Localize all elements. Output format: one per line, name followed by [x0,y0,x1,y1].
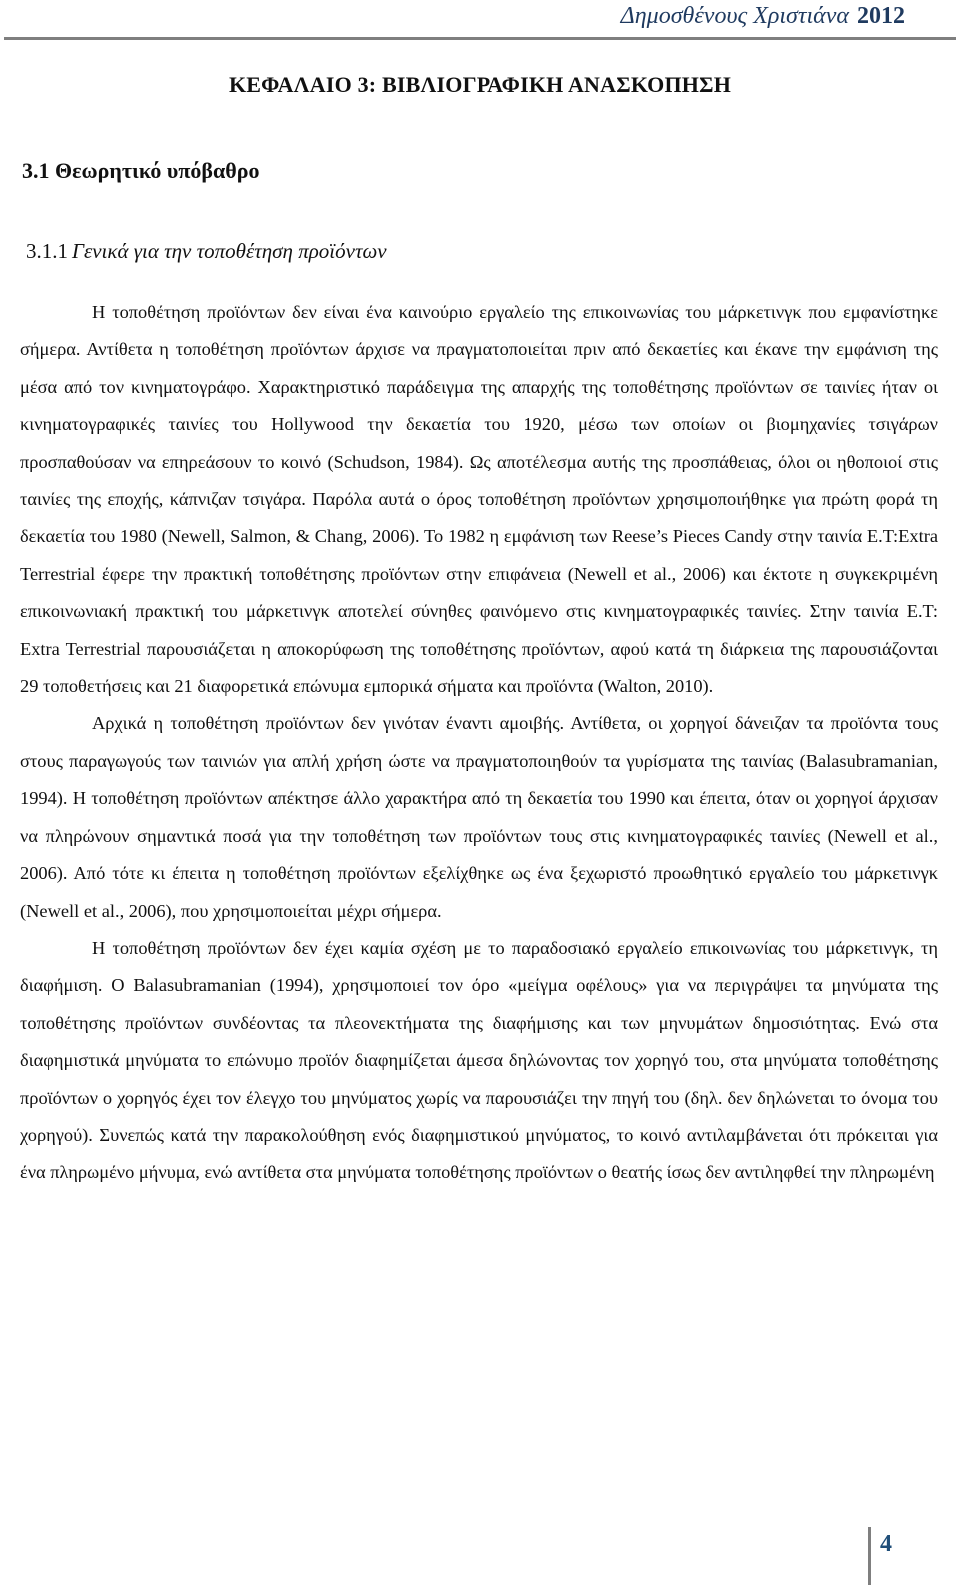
subsection-heading: Γενικά για την τοποθέτηση προϊόντων [72,239,387,263]
footer-divider [868,1527,871,1585]
header-author: Δημοσθένους Χριστιάνα [620,3,849,29]
page-header [0,0,960,44]
chapter-title: ΚΕΦΑΛΑΙΟ 3: ΒΙΒΛΙΟΓΡΑΦΙΚΗ ΑΝΑΣΚΟΠΗΣΗ [228,72,732,97]
header-year: 2012 [857,3,905,29]
header-text [621,3,905,30]
paragraph: Η τοποθέτηση προϊόντων δεν έχει καμία σχέση με το παραδοσιακό εργαλείο επικοινωνίας του μάρκετινγκ, τη διαφήμιση. Ο Balasubramanian (1994), χρησιμοποιεί τον όρο «μείγμα οφέλους» για να περιγράψει τα μηνύματα της τοποθέτησης προϊόντων συνδέοντας τα πλεονεκτήματα της διαφήμισης και των μηνυμάτων δημοσιότητας. Ενώ στα διαφημιστικά μηνύματα το επώνυμο προϊόν διαφημίζεται άμεσα δηλώνοντας τον χορηγό του, στα μηνύματα τοποθέτησης προϊόντων ο χορηγός έχει τον έλεγχο του μηνύματος χωρίς να παρουσιάζει την πηγή του (δηλ. δεν δηλώνεται το όνομα του χορηγού). Συνεπώς κατά την παρακολούθηση ενός διαφημιστικού μηνύματος, το κοινό αντιλαμβάνεται ότι πρόκειται για ένα πληρωμένο μήνυμα, ενώ αντίθετα στα μηνύματα τοποθέτησης προϊόντων ο θεατής ίσως δεν αντιληφθεί την πληρωμένη [20,937,938,1183]
subsection-number: 3.1.1 [26,239,68,263]
header-rule [4,37,956,40]
body-text [20,294,938,1192]
paragraph: Η τοποθέτηση προϊόντων δεν είναι ένα καινούριο εργαλείο της επικοινωνίας του μάρκετινγκ που εμφανίστηκε σήμερα. Αντίθετα η τοποθέτηση προϊόντων άρχισε να πραγματοποιείται πριν από δεκαετίες και έκανε την εμφάνιση της μέσα από τον κινηματογράφο. Χαρακτηριστικό παράδειγμα της απαρχής της τοποθέτησης προϊόντων σε ταινίες ήταν οι κινηματογραφικές ταινίες του Hollywood την δεκαετία του 1920, μέσω των οποίων οι βιομηχανίες τσιγάρων προσπαθούσαν να επηρεάσουν το κοινό (Schudson, 1984). Ως αποτέλεσμα αυτής της προσπάθειας, όλοι οι ηθοποιοί στις ταινίες της εποχής, κάπνιζαν τσιγάρα. Παρόλα αυτά ο όρος τοποθέτηση προϊόντων χρησιμοποιήθηκε για πρώτη φορά τη δεκαετία του 1980 (Newell, Salmon, & Chang, 2006). Το 1982 η εμφάνιση των Reese’s Pieces Candy στην ταινία E.T:Extra Terrestrial έφερε την πρακτική τοποθέτησης προϊόντων στην επιφάνεια (Newell et al., 2006) και έκτοτε η συγκεκριμένη επικοινωνιακή πρακτική του μάρκετινγκ αποτελεί σύνηθες φαινόμενο στις κινηματογραφικές ταινίες. Στην ταινία E.T: Extra Terrestrial παρουσιάζεται η αποκορύφωση της τοποθέτησης προϊόντων, αφού κατά τη διάρκεια της παρουσιάζονται 29 τοποθετήσεις και 21 διαφορετικά επώνυμα εμπορικά σήματα και προϊόντα (Walton, 2010). [20,302,938,697]
page-number: 4 [880,1531,892,1557]
section-title: 3.1 Θεωρητικό υπόβαθρο [22,158,260,183]
subsection-title [26,239,387,264]
paragraph: Αρχικά η τοποθέτηση προϊόντων δεν γινόταν έναντι αμοιβής. Αντίθετα, οι χορηγοί δάνειζαν τα προϊόντα τους στους παραγωγούς των ταινιών για απλή χρήση ώστε να πραγματοποιηθούν τα γυρίσματα της ταινίας (Balasubramanian, 1994). Η τοποθέτηση προϊόντων απέκτησε άλλο χαρακτήρα από τη δεκαετία του 1990 και έπειτα, όταν οι χορηγοί άρχισαν να πληρώνουν σημαντικά ποσά για την τοποθέτηση των προϊόντων τους στις κινηματογραφικές ταινίες (Newell et al., 2006). Από τότε κι έπειτα η τοποθέτηση προϊόντων εξελίχθηκε ως ένα ξεχωριστό προωθητικό εργαλείο του μάρκετινγκ (Newell et al., 2006), που χρησιμοποιείται μέχρι σήμερα. [20,713,938,921]
